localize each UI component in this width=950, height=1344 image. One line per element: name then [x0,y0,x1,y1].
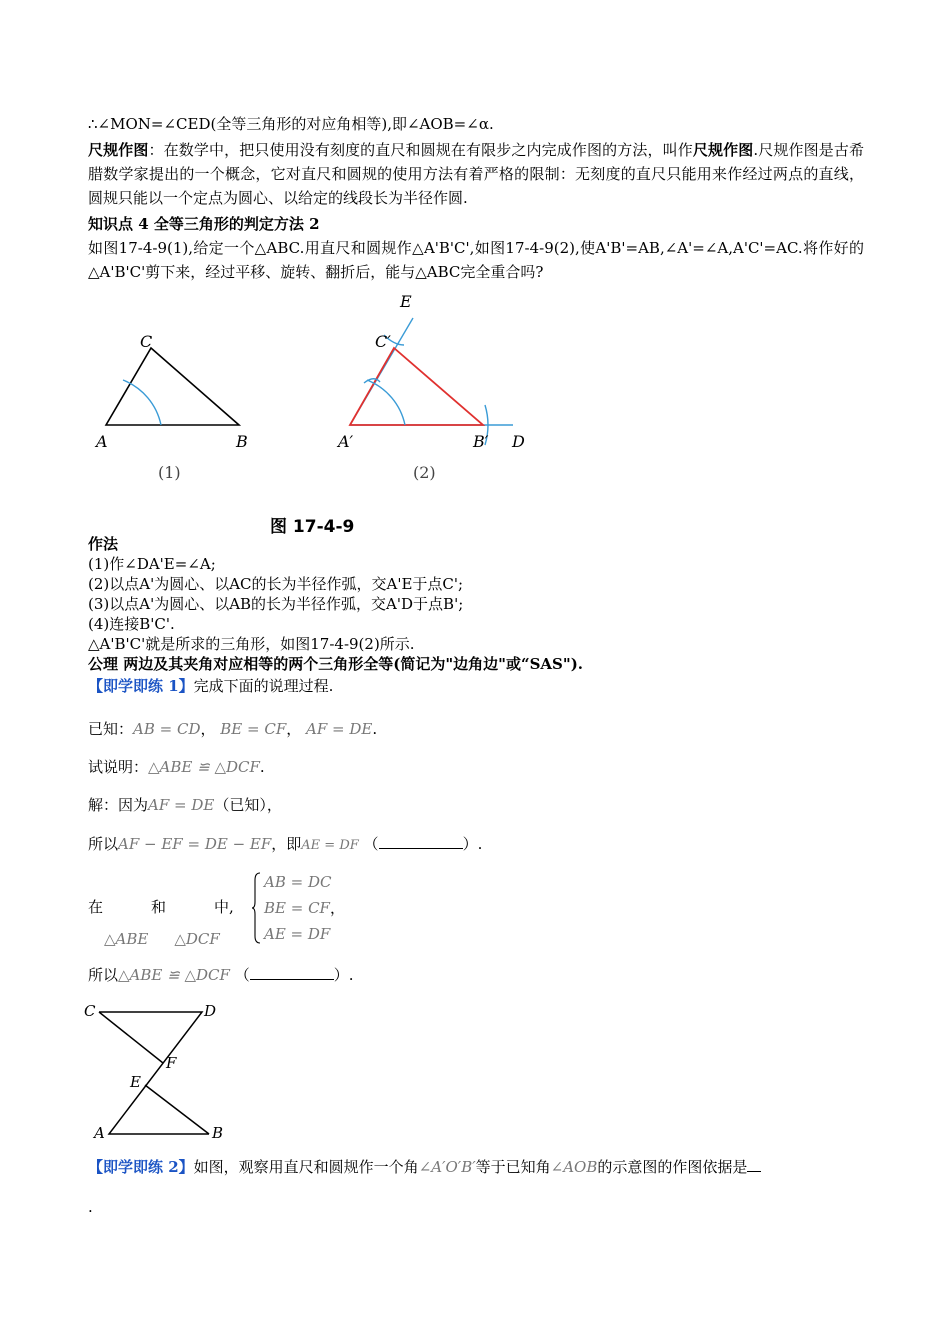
solution-line [88,795,282,815]
figure-17-4-9 [88,285,548,495]
dot-2: . [259,758,265,776]
given-3: AF = DE [306,720,373,738]
triangle-dcf: △DCF [174,930,220,948]
label-f: F [166,1054,177,1072]
system-eq-3: AE = DF [264,925,331,943]
blank-2[interactable] [250,965,334,980]
system-eq-1: AB = DC [264,873,332,891]
label-a: A [96,432,108,451]
exercise-1-tag: 【即学即练 1】 [88,677,194,695]
so-eq: AF − EF = DE − EF [118,835,272,853]
system-eq-2: BE = CF [264,899,330,917]
given-line [88,719,377,739]
label-b: B [236,432,248,451]
method-step-1: (1)作∠DA'E=∠A; [88,555,216,573]
colon: ： [148,141,164,159]
prove-line [88,757,265,777]
prove-label: 试说明： [88,758,149,776]
solution-reason: （已知）， [214,796,282,814]
angle-2: ∠AOB [550,1158,598,1176]
paren-open-2: （ [234,966,250,984]
dot-1: . [372,720,378,738]
label-a-prime: A′ [338,432,354,451]
given-label: 已知： [88,720,134,738]
figure-3 [84,998,244,1148]
method-title: 作法 [88,535,119,553]
given-1: AB = CD [133,720,201,738]
fig2-label: (2) [413,463,436,482]
exercise-2-text-c: 的示意图的作图依据是 [597,1158,748,1176]
prove-statement: △ABE ≌ △DCF [148,758,260,776]
so-line [88,834,482,856]
blank-1[interactable] [379,834,463,849]
so-eq2: AE = DF [301,838,359,853]
in-line [88,897,234,917]
exercise-2-tag: 【即学即练 2】 [88,1158,194,1176]
label-e: E [130,1073,141,1091]
label-d: D [204,1002,217,1020]
method-step-3: (3)以点A'为圆心、以AB的长为半径作弧，交A'D于点B'; [88,595,464,613]
exercise-2-tail: . [88,1198,93,1216]
triangles-line [104,929,220,949]
proof-conclusion: ∴∠MON=∠CED(全等三角形的对应角相等),即∠AOB=∠α. [88,115,494,133]
so-mid: ，即 [271,835,302,853]
intro-paragraph: 如图17-4-9(1),给定一个△ABC.用直尺和圆规作△A'B'C',如图17-4-9(2),使A'B'=AB,∠A'=∠A,A'C'=AC.将作好的△A'B'C'剪下来，经过平移、旋转、翻折后，能与△ABC完全重合吗? [88,239,864,281]
segment-cf [99,1012,163,1063]
label-a: A [94,1124,105,1142]
label-c-prime: C′ [375,332,391,351]
method-conclusion: △A'B'C'就是所求的三角形，如图17-4-9(2)所示. [88,635,415,653]
axiom: 公理 两边及其夹角对应相等的两个三角形全等(简记为"边角边"或“SAS"). [88,655,584,673]
method-step-4: (4)连接B'C'. [88,615,175,633]
fig1-label: (1) [158,463,181,482]
system-brace [252,872,262,944]
paren-close-1: ）. [462,835,483,853]
definition-paragraph [88,138,864,210]
exercise-2-line [88,1157,761,1177]
triangle-abc-prime [350,348,483,425]
paren-close-2: ）. [333,966,354,984]
final-line [88,965,354,985]
comma-1: ， [200,720,216,738]
final-eq: △ABE ≌ △DCF [118,966,230,984]
exercise-2-text-b: 等于已知角 [475,1158,551,1176]
label-d: D [512,432,525,451]
so-label: 所以 [88,835,119,853]
term: 尺规作图 [88,141,149,159]
label-b: B [212,1124,224,1142]
label-e: E [400,292,412,311]
angle-1: ∠A′O′B′ [418,1158,476,1176]
exercise-2-text-a: 如图，观察用直尺和圆规作一个角 [193,1158,419,1176]
blank-3[interactable] [747,1157,761,1172]
label-c: C [140,332,153,351]
label-b-prime: B′ [473,432,489,451]
final-label: 所以 [88,966,119,984]
system-comma: ， [330,899,346,917]
in-zhong: 中, [214,898,234,916]
comma-2: ， [286,720,302,738]
figure-2 [336,292,525,482]
in-a: 在 [88,898,104,916]
solution-label: 解：因为 [88,796,149,814]
in-and: 和 [151,898,167,916]
exercise-1-text: 完成下面的说理过程. [193,677,334,695]
paren-open-1: （ [363,835,379,853]
term-2: 尺规作图 [692,141,754,159]
segment-cdfe [99,1012,209,1134]
given-2: BE = CF [220,720,287,738]
label-c: C [84,1002,96,1020]
definition-text-2: .尺规作图是古希腊数学家提出的一个概念，它对直尺和圆规的使用方法有着严格的限制：无刻度的直尺只能用来作经过两点的直线，圆规只能以一个定点为圆心、以给定的线段长为半径作圆. [88,141,864,207]
triangle-abe: △ABE [104,930,149,948]
triangle-abc [106,348,239,425]
figure-caption: 图 17-4-9 [270,517,355,537]
section-heading: 知识点 4 全等三角形的判定方法 2 [88,215,320,233]
exercise-1-header [88,676,333,696]
segment-eb [145,1085,209,1134]
method-step-2: (2)以点A'为圆心、以AC的长为半径作弧，交A'E于点C'; [88,575,464,593]
definition-text: 在数学中，把只使用没有刻度的直尺和圆规在有限步之内完成作图的方法，叫作 [163,141,693,159]
figure-1 [94,332,248,482]
solution-eq: AF = DE [148,796,215,814]
